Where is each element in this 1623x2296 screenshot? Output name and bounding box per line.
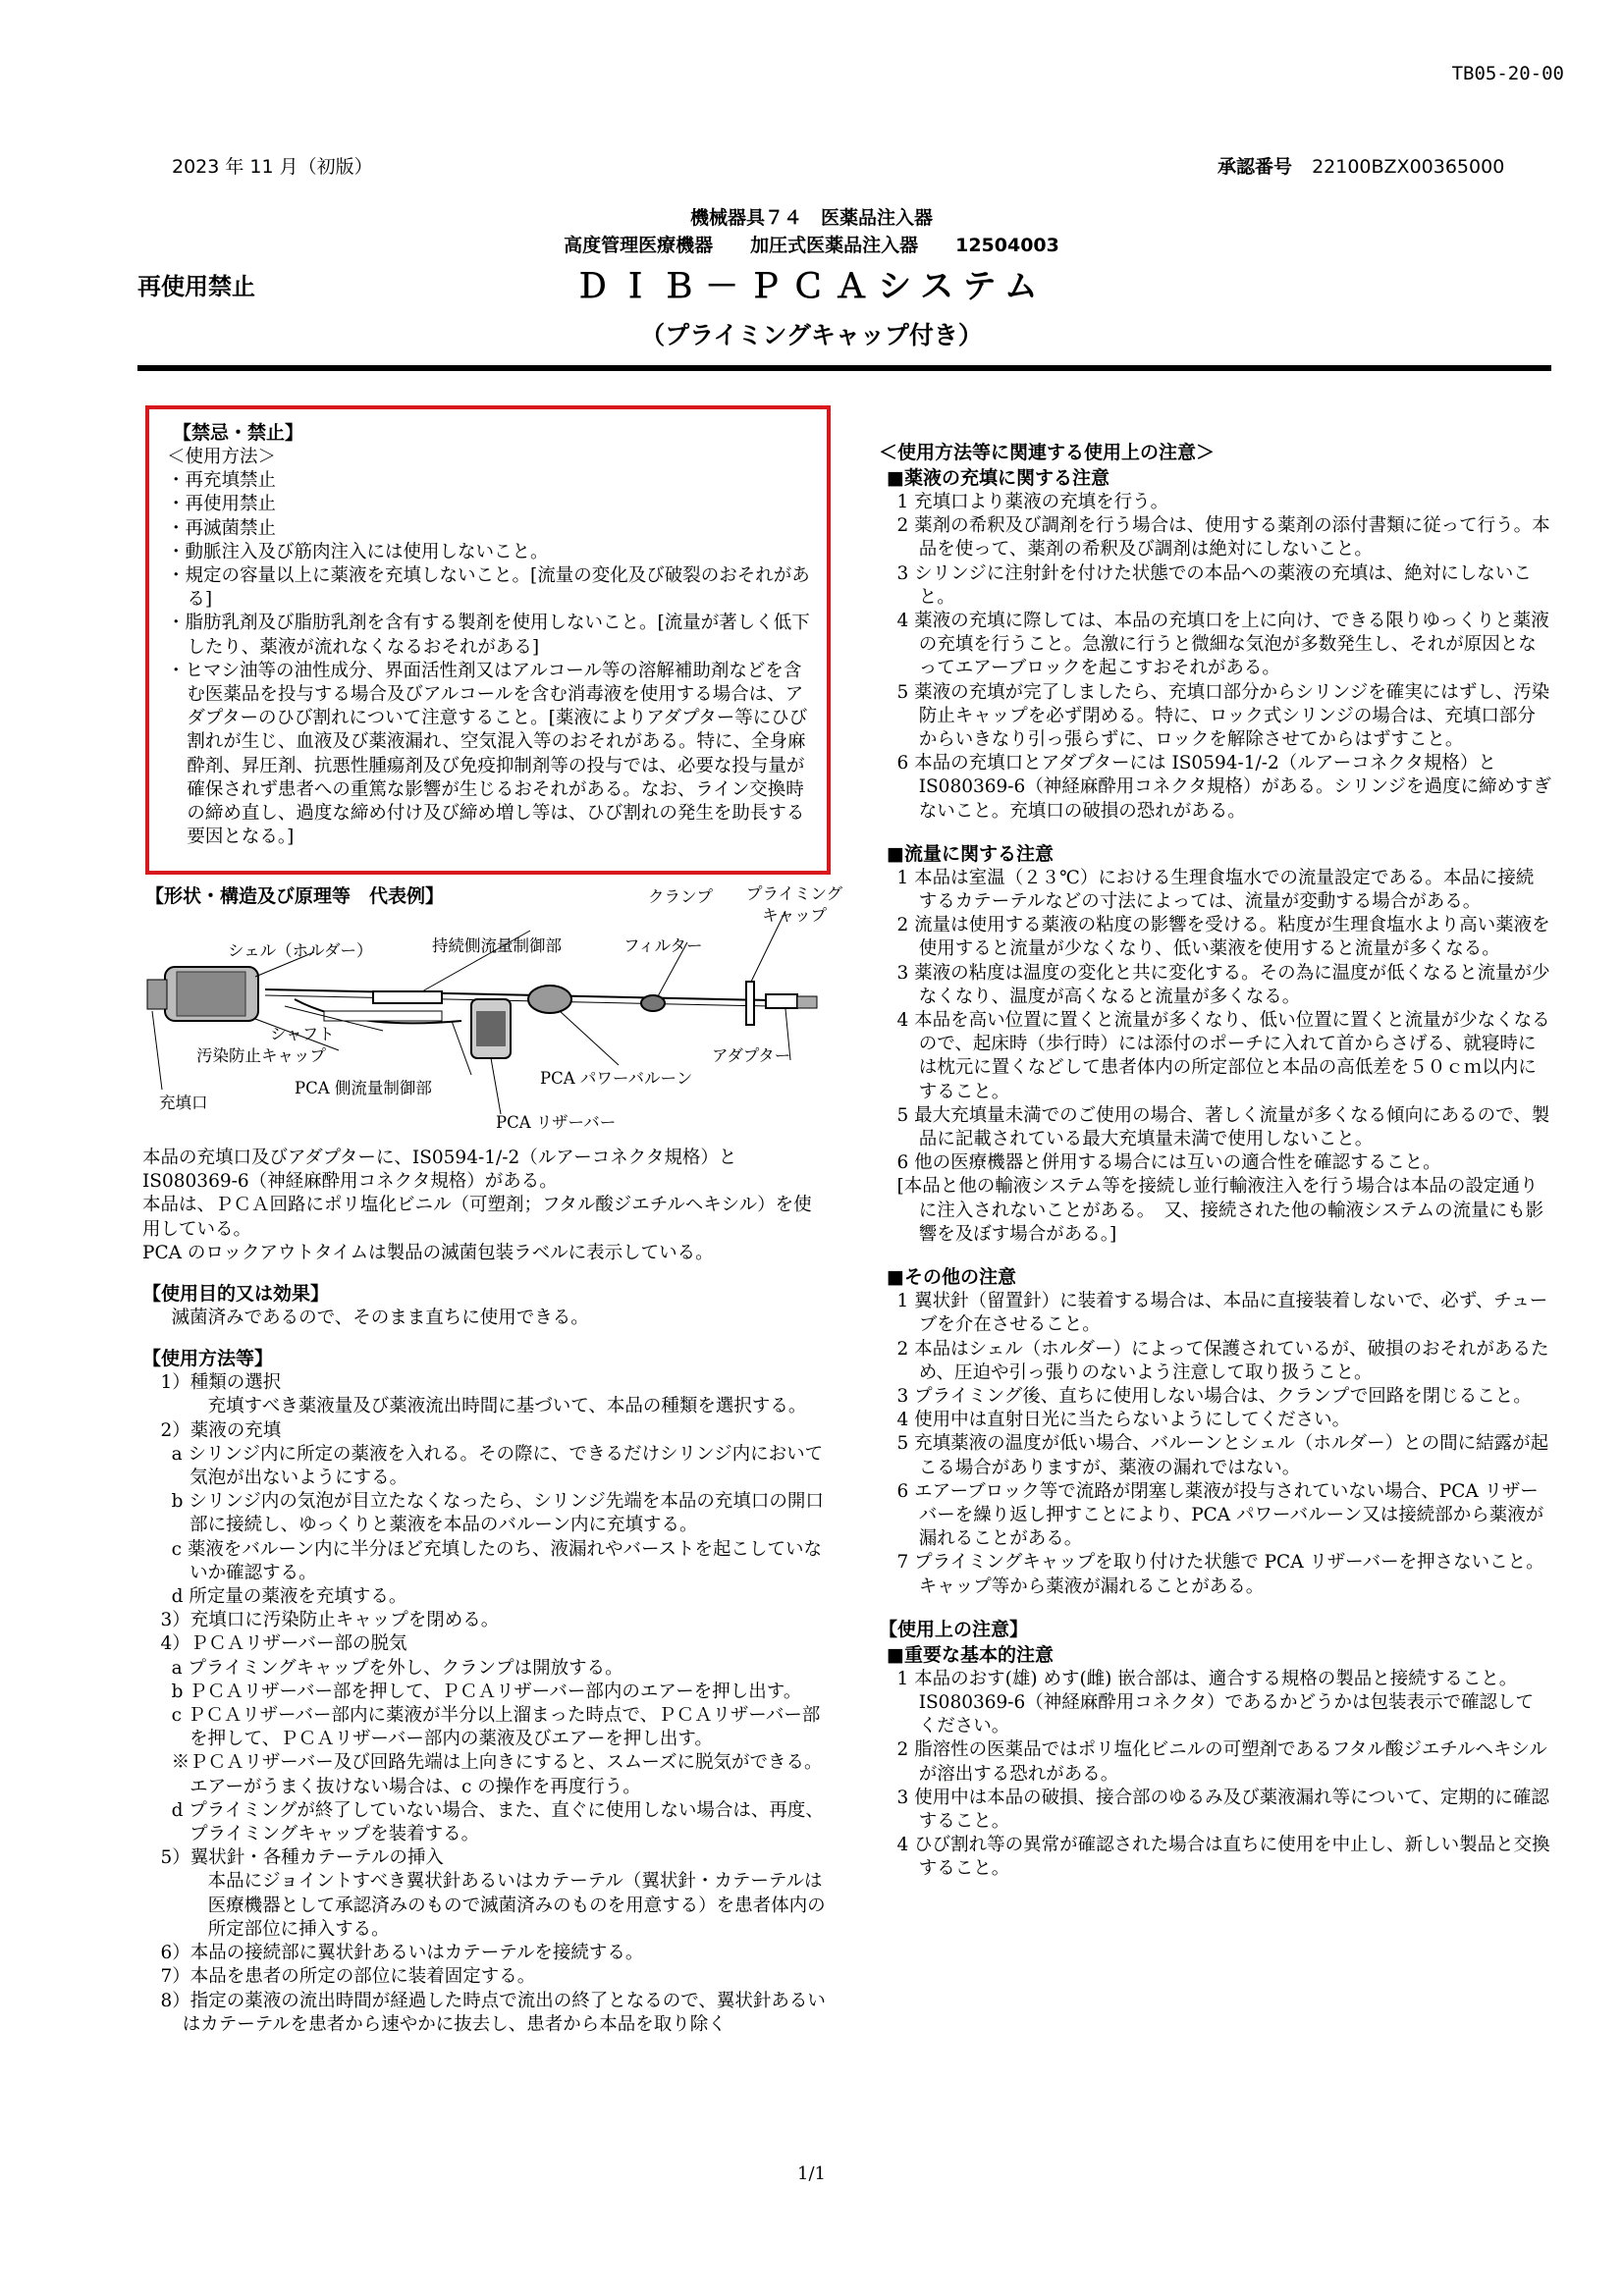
usage-step: 3）充填口に汚染防止キャップを閉める。 bbox=[160, 1610, 500, 1631]
right-column bbox=[879, 440, 1551, 1882]
label-anti-contam-cap: 汚染防止キャップ bbox=[196, 1046, 326, 1065]
contra-line: ・再滅菌禁止 bbox=[167, 517, 277, 539]
classification-line-1: 機械器具７４ 医薬品注入器 bbox=[689, 207, 933, 229]
contraindications-section bbox=[167, 420, 815, 849]
structure-note: 本品は、ＰＣＡ回路にポリ塩化ビニル（可塑剤；フタル酸ジエチルヘキシル）を使用している。 bbox=[142, 1195, 812, 1240]
structure-note: PCA のロックアウトタイムは製品の滅菌包装ラベルに表示している。 bbox=[142, 1242, 714, 1263]
usage-step: 6）本品の接続部に翼状針あるいはカテーテルを接続する。 bbox=[160, 1943, 644, 1964]
other-item: 4 使用中は直射日光に当たらないようにしてください。 bbox=[896, 1410, 1351, 1431]
other-item: 7 プライミングキャップを取り付けた状態で PCA リザーバーを押さないこと。キャップ等から薬液が漏れることがある。 bbox=[896, 1552, 1544, 1597]
other-item: 3 プライミング後、直ちに使用しない場合は、クランプで回路を閉じること。 bbox=[896, 1385, 1532, 1407]
label-shell: シェル（ホルダー） bbox=[228, 941, 373, 960]
filling-item: 2 薬剤の希釈及び調剤を行う場合は、使用する薬剤の添付書類に従って行う。本品を使って、薬剤の希釈及び調剤は絶対にしないこと。 bbox=[896, 515, 1550, 561]
label-filter: フィルター bbox=[623, 936, 703, 955]
header-rule bbox=[137, 365, 1551, 371]
other-item: 2 本品はシェル（ホルダー）によって保護されているが、破損のおそれがあるため、圧迫や引っ張りのないよう注意して取り扱うこと。 bbox=[896, 1338, 1549, 1383]
flow-item: 6 他の医療機器と併用する場合には互いの適合性を確認すること。 bbox=[896, 1152, 1441, 1174]
other-item: 1 翼状針（留置針）に装着する場合は、本品に直接装着しないで、必ず、チューブを介在させること。 bbox=[896, 1291, 1548, 1336]
flow-item: 4 本品を高い位置に置くと流量が多くなり、低い位置に置くと流量が少なくなるので、起床時（歩行時）には添付のポーチに入れて首からさげる、就寝時には枕元に置くなどして患者体内の所定部位と本品の高低差を５０ｃｍ以内にすること。 bbox=[896, 1010, 1550, 1102]
flow-item: 5 最大充填量未満でのご使用の場合、著しく流量が多くなる傾向にあるので、製品に記載されている最大充填量未満で使用しないこと。 bbox=[896, 1104, 1550, 1150]
contra-line: ・規定の容量以上に薬液を充填しないこと。[流量の変化及び破裂のおそれがある] bbox=[167, 565, 810, 611]
usage-step: c 薬液をバルーン内に半分ほど充填したのち、液漏れやバーストを起こしていないか確認する。 bbox=[171, 1538, 823, 1583]
flow-item: 1 本品は室温（２３℃）における生理食塩水での流量設定である。本品に接続するカテーテルなどの寸法によっては、流量が変動する場合がある。 bbox=[896, 867, 1535, 913]
revision-date: 2023 年 11 月（初版） bbox=[172, 156, 373, 178]
basic-item: 2 脂溶性の医薬品ではポリ塩化ビニルの可塑剤であるフタル酸ジエチルヘキシルが溶出する恐れがある。 bbox=[896, 1739, 1547, 1785]
basic-item: 1 本品のおす(雄) めす(雌) 嵌合部は、適合する規格の製品と接続すること。IS080369-6（神経麻酔用コネクタ）であるかどうかは包装表示で確認してください。 bbox=[896, 1668, 1534, 1737]
precautions-heading: 【使用上の注意】 bbox=[879, 1618, 1029, 1640]
usage-step: 8）指定の薬液の流出時間が経過した時点で流出の終了となるので、翼状針あるいはカテーテルを患者から速やかに抜去し、患者から本品を取り除く bbox=[160, 1990, 826, 2035]
product-title: ＤＩＢ－ＰＣＡシステム bbox=[575, 267, 1048, 306]
filling-list bbox=[879, 491, 1551, 824]
label-pca-ctrl: PCA 側流量制御部 bbox=[295, 1079, 432, 1097]
usage-step: 2）薬液の充填 bbox=[160, 1419, 282, 1441]
flow-list bbox=[879, 867, 1551, 1247]
filling-item: 3 シリンジに注射針を付けた状態での本品への薬液の充填は、絶対にしないこと。 bbox=[896, 562, 1532, 608]
usage-step: ※ＰＣＡリザーバー及び回路先端は上向きにすると、スムーズに脱気ができる。エアーがうまく抜けない場合は、c の操作を再度行う。 bbox=[171, 1752, 823, 1797]
label-pca-power-balloon: PCA パワーバルーン bbox=[540, 1069, 693, 1088]
flow-item: 2 流量は使用する薬液の粘度の影響を受ける。粘度が生理食塩水より高い薬液を使用すると流量が少なくなり、低い薬液を使用すると流量が多くなる。 bbox=[896, 915, 1550, 960]
product-subtitle: （プライミングキャップ付き） bbox=[640, 321, 983, 349]
page-number: 1/1 bbox=[797, 2163, 826, 2184]
filling-item: 4 薬液の充填に際しては、本品の充填口を上に向け、できる限りゆっくりと薬液の充填を行うこと。急激に行うと微細な気泡が多数発生し、それが原因となってエアーブロックを起こすおそれがある。 bbox=[896, 611, 1549, 679]
contra-line: ・動脈注入及び筋肉注入には使用しないこと。 bbox=[167, 541, 549, 562]
usage-step: 充填すべき薬液量及び薬液流出時間に基づいて、本品の種類を選択する。 bbox=[207, 1396, 807, 1417]
approval-number bbox=[1217, 152, 1504, 179]
usage-step: a プライミングキャップを外し、クランプは開放する。 bbox=[171, 1657, 623, 1679]
usage-steps bbox=[142, 1371, 830, 2037]
filling-item: 6 本品の充填口とアダプターには IS0594-1/-2（ルアーコネクタ規格）と IS080369-6（神経麻酔用コネクタ規格）がある。シリンジを過度に締めすぎないこと。充填口の破損の恐れがある。 bbox=[896, 753, 1551, 822]
flow-item: [本品と他の輸液システム等を接続し並行輸液注入を行う場合は本品の設定通りに注入されないことがある。 又、接続された他の輸液システムの流量にも影響を及ぼす場合がある。] bbox=[896, 1176, 1544, 1245]
purpose-heading: 【使用目的又は効果】 bbox=[142, 1283, 330, 1306]
flow-item: 3 薬液の粘度は温度の変化と共に変化する。その為に温度が低くなると流量が少なくなり、温度が高くなると流量が多くなる。 bbox=[896, 962, 1550, 1007]
basic-item: 4 ひび割れ等の異常が確認された場合は直ちに使用を中止し、新しい製品と交換すること。 bbox=[896, 1835, 1550, 1880]
other-heading: ■その他の注意 bbox=[887, 1266, 1016, 1289]
label-priming-cap: プライミング キャップ bbox=[746, 884, 843, 925]
label-adapter: アダプター bbox=[712, 1046, 791, 1065]
other-item: 5 充填薬液の温度が低い場合、バルーンとシェル（ホルダー）との間に結露が起こる場合がありますが、薬液の漏れではない。 bbox=[896, 1433, 1549, 1478]
filling-heading: ■薬液の充填に関する注意 bbox=[887, 467, 1109, 489]
basic-list bbox=[879, 1668, 1551, 1882]
usage-step: 1）種類の選択 bbox=[160, 1372, 282, 1394]
contra-line: ・ヒマシ油等の油性成分、界面活性剤又はアルコール等の溶解補助剤などを含む医薬品を投与する場合及びアルコールを含む消毒液を使用する場合は、アダプターのひび割れについて注意すること。[薬液によりアダプター等にひび割れが生じ、血液及び薬液漏れ、空気混入等のおそれがある。特に、全身麻酔剤、昇圧剤、抗悪性腫瘍剤及び免疫抑制剤等の投与では、必要な投与量が確保されず患者への重篤な影響が生じるおそれがある。なお、ライン交換時の締め直し、過度な締め付け及び締め増し等は、ひび割れの発生を助長する要因となる。] bbox=[167, 660, 808, 848]
label-fill-port: 充填口 bbox=[159, 1094, 208, 1112]
no-reuse-label: 再使用禁止 bbox=[137, 273, 255, 300]
usage-step: b ＰＣＡリザーバー部を押して、ＰＣＡリザーバー部内のエアーを押し出す。 bbox=[171, 1681, 802, 1702]
document-code: TB05-20-00 bbox=[1451, 63, 1564, 84]
label-pca-reservoir: PCA リザーバー bbox=[496, 1113, 617, 1132]
flow-heading: ■流量に関する注意 bbox=[887, 842, 1054, 865]
usage-step: a シリンジ内に所定の薬液を入れる。その際に、できるだけシリンジ内において気泡が出ないようにする。 bbox=[171, 1443, 824, 1489]
filling-item: 1 充填口より薬液の充填を行う。 bbox=[896, 492, 1169, 512]
usage-step: 7）本品を患者の所定の部位に装着固定する。 bbox=[160, 1966, 536, 1988]
label-continuous-ctrl: 持続側流量制御部 bbox=[432, 936, 562, 955]
approval-value: 22100BZX00365000 bbox=[1312, 156, 1505, 178]
basic-heading: ■重要な基本的注意 bbox=[887, 1643, 1054, 1666]
label-clamp: クランプ bbox=[648, 887, 713, 906]
structure-note: 本品の充填口及びアダプターに、IS0594-1/-2（ルアーコネクタ規格）と IS080369-6（神経麻酔用コネクタ規格）がある。 bbox=[142, 1148, 737, 1193]
contra-line: ＜使用方法＞ bbox=[167, 447, 277, 467]
usage-step: 5）翼状針・各種カテーテルの挿入 bbox=[160, 1847, 444, 1869]
usage-precautions-heading: ＜使用方法等に関連する使用上の注意＞ bbox=[879, 442, 1216, 463]
contra-line: ・脂肪乳剤及び脂肪乳剤を含有する製剤を使用しないこと。[流量が著しく低下したり、薬液が流れなくなるおそれがある] bbox=[167, 613, 810, 658]
purpose-text: 滅菌済みであるので、そのまま直ちに使用できる。 bbox=[171, 1308, 589, 1329]
filling-item: 5 薬液の充填が完了しましたら、充填口部分からシリンジを確実にはずし、汚染防止キャップを必ず閉める。特に、ロック式シリンジの場合は、充填口部分からいきなり引っ張らずに、ロックを解除させてからはずすこと。 bbox=[896, 681, 1550, 751]
usage-heading: 【使用方法等】 bbox=[142, 1348, 274, 1370]
other-item: 6 エアーブロック等で流路が閉塞し薬液が投与されていない場合、PCA リザーバーを繰り返し押すことにより、PCA パワーバルーン又は接続部から薬液が漏れることがある。 bbox=[896, 1480, 1544, 1550]
device-illustration bbox=[137, 883, 825, 1139]
classification-line-2: 高度管理医療機器 加圧式医薬品注入器 12504003 bbox=[564, 235, 1059, 256]
label-shaft: シャフト bbox=[270, 1025, 335, 1043]
usage-step: 本品にジョイントすべき翼状針あるいはカテーテル（翼状針・カテーテルは医療機器として承認済みのもので滅菌済みのものを用意する）を患者体内の所定部位に挿入する。 bbox=[207, 1871, 826, 1940]
contraindications-heading: 【禁忌・禁止】 bbox=[173, 422, 304, 444]
usage-step: b シリンジ内の気泡が目立たなくなったら、シリンジ先端を本品の充填口の開口部に接続し、ゆっくりと薬液を本品のバルーン内に充填する。 bbox=[171, 1491, 824, 1536]
structure-heading: 【形状・構造及び原理等 代表例】 bbox=[145, 885, 445, 907]
usage-step: d 所定量の薬液を充填する。 bbox=[171, 1586, 407, 1608]
basic-item: 3 使用中は本品の破損、接合部のゆるみ及び薬液漏れ等について、定期的に確認すること。 bbox=[896, 1787, 1549, 1832]
usage-step: 4）ＰＣＡリザーバー部の脱気 bbox=[160, 1633, 407, 1655]
other-list bbox=[879, 1290, 1551, 1599]
usage-step: c ＰＣＡリザーバー部内に薬液が半分以上溜まった時点で、ＰＣＡリザーバー部を押して、ＰＣＡリザーバー部内の薬液及びエアーを押し出す。 bbox=[171, 1705, 821, 1750]
left-column bbox=[142, 1147, 830, 2037]
usage-step: d プライミングが終了していない場合、また、直ぐに使用しない場合は、再度、プライミングキャップを装着する。 bbox=[171, 1799, 824, 1845]
device-diagram bbox=[137, 883, 843, 1139]
contra-line: ・再充填禁止 bbox=[167, 470, 277, 492]
contra-line: ・再使用禁止 bbox=[167, 494, 277, 515]
approval-label: 承認番号 bbox=[1217, 156, 1293, 178]
